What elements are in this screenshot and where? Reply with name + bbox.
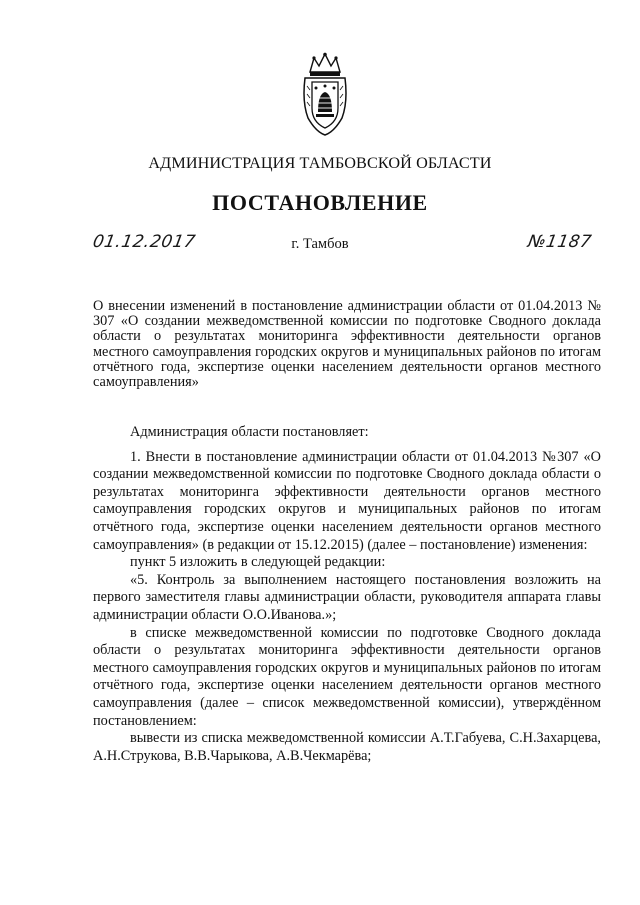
point-5-text: «5. Контроль за выполнением настоящего постановления возложить на первого заместителя главы администрации области, руководителя аппарата главы администрации области О.О.Иванова.»; [93, 571, 601, 623]
point-5-intro: пункт 5 изложить в следующей редакции: [130, 554, 386, 571]
document-body [93, 424, 601, 765]
preamble-paragraph: Администрация области постановляет: [130, 424, 369, 440]
item-1-paragraph: 1. Внести в постановление администрации области от 01.04.2013 №307 «О создании межведомственной комиссии по подготовке Сводного доклада области о результатах мониторинга эффективности деятельности органов местного самоуправления городских округов и муниципальных районов по итогам отчётного года, экспертизе оценки населением деятельности органов местного самоуправления» (в редакции от 15.12.2015) (далее – постановление) изменения: [93, 448, 601, 553]
authority-name: АДМИНИСТРАЦИЯ ТАМБОВСКОЙ ОБЛАСТИ [148, 154, 492, 172]
handwritten-number: №1187 [526, 232, 594, 252]
remove-members-paragraph: вывести из списка межведомственной комиссии А.Т.Габуева, С.Н.Захарцева, А.Н.Струкова, В.В.Чарыкова, А.В.Чекмарёва; [93, 730, 601, 764]
list-intro-paragraph: в списке межведомственной комиссии по подготовке Сводного доклада области о результатах мониторинга эффективности деятельности органов местного самоуправления городских округов и муниципальных районов по итогам отчётного года, экспертизе оценки населением деятельности органов местного самоуправления (далее – список межведомственной комиссии), утверждённом постановлением: [93, 624, 601, 729]
tambov-coat-of-arms-icon [300, 52, 350, 136]
document-type-title: ПОСТАНОВЛЕНИЕ [212, 190, 428, 215]
document-subject: О внесении изменений в постановление администрации области от 01.04.2013 № 307 «О создании межведомственной комиссии по подготовке Сводного доклада области о результатах мониторинга эффективности деятельности органов местного самоуправления городских округов и муниципальных районов по итогам отчётного года, экспертизе оценки населением деятельности органов местного самоуправления» [93, 298, 601, 391]
handwritten-date: 01.12.2017 [91, 232, 198, 252]
city-name: г. Тамбов [291, 236, 349, 252]
